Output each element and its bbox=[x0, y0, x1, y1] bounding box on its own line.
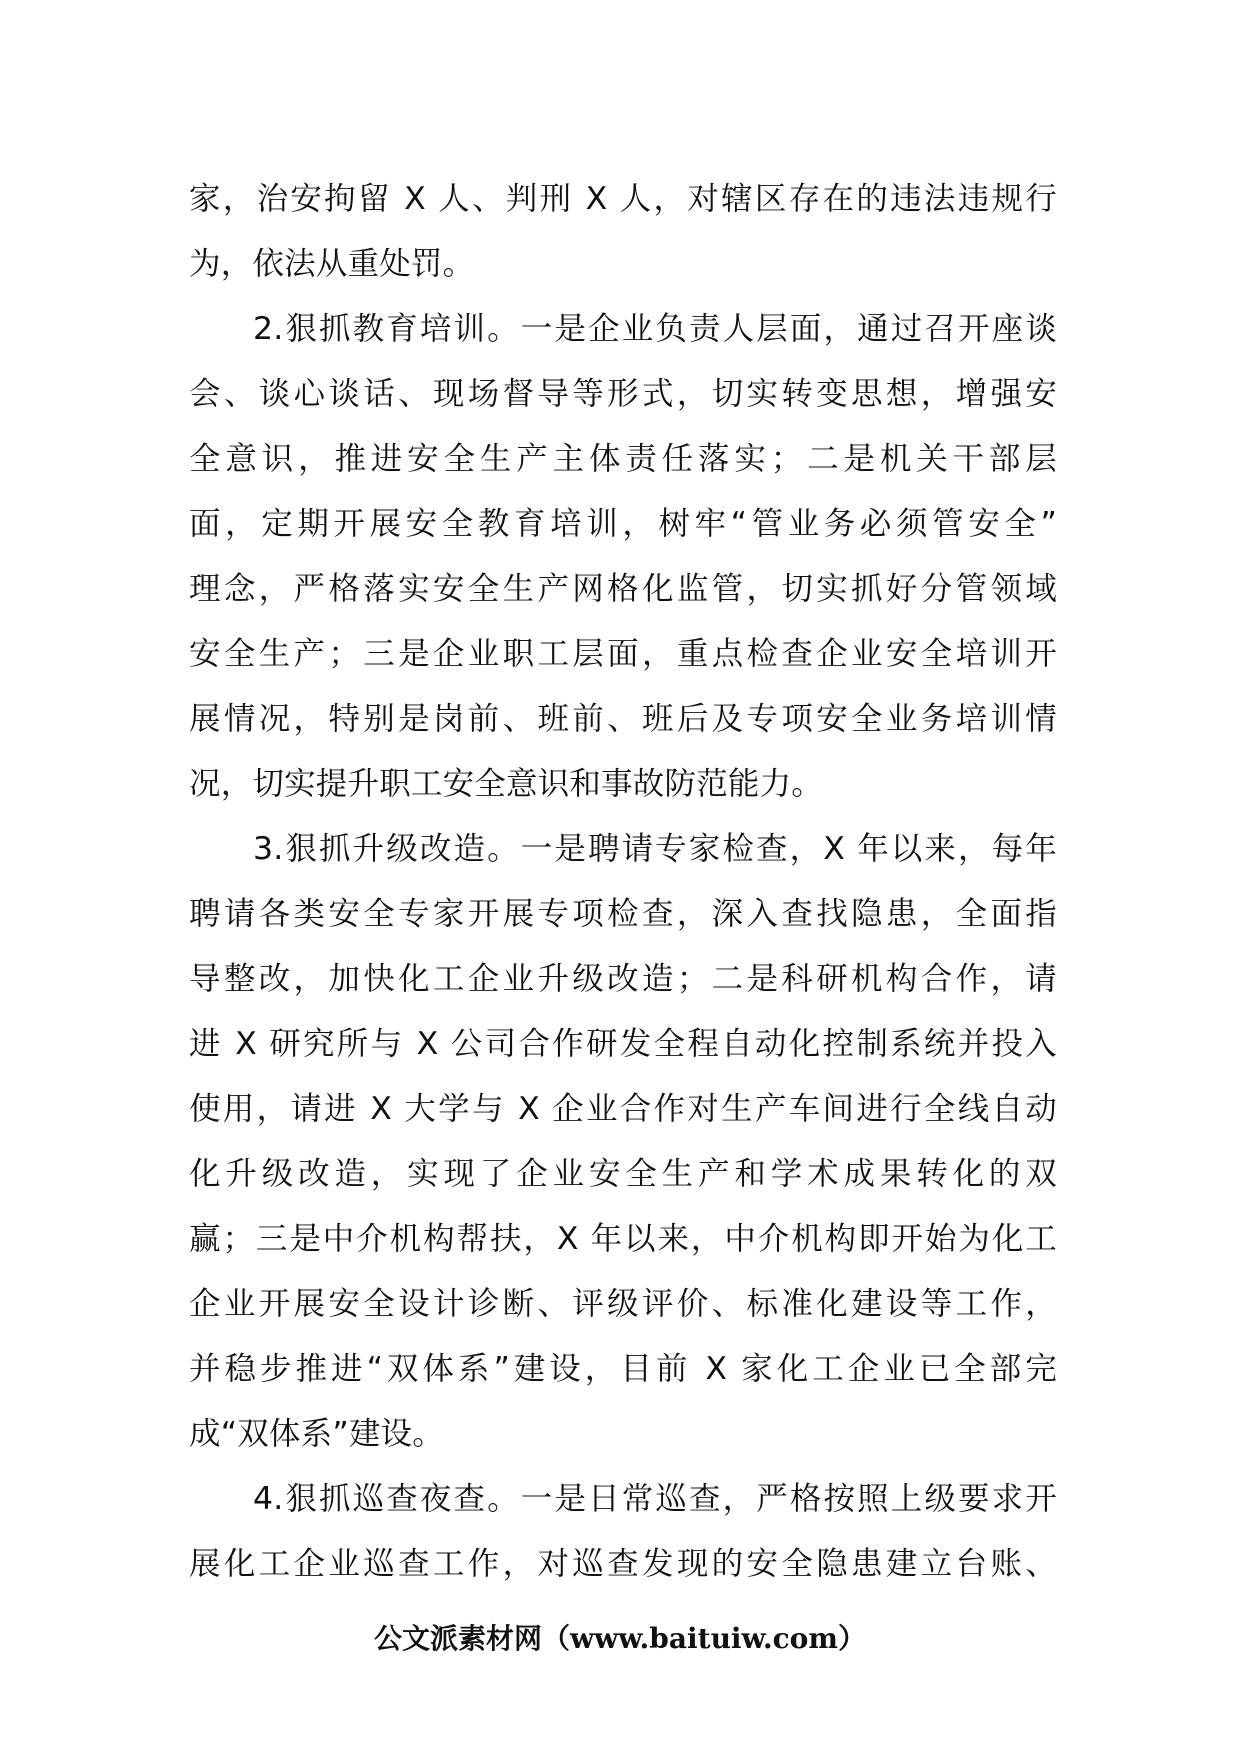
text-line: 化升级改造，实现了企业安全生产和学术成果转化的双 bbox=[189, 1156, 1057, 1192]
document-body bbox=[189, 167, 1057, 1597]
text-line: 进 X 研究所与 X 公司合作研发全程自动化控制系统并投入 bbox=[189, 1026, 1057, 1062]
text-line: 会、谈心谈话、现场督导等形式，切实转变思想，增强安 bbox=[189, 376, 1057, 412]
text-line: 企业开展安全设计诊断、评级评价、标准化建设等工作， bbox=[189, 1286, 1057, 1322]
text-line: 安全生产；三是企业职工层面，重点检查企业安全培训开 bbox=[189, 636, 1057, 672]
text-line: 导整改，加快化工企业升级改造；二是科研机构合作，请 bbox=[189, 961, 1057, 997]
text-line: 面，定期开展安全教育培训，树牢“管业务必须管安全” bbox=[189, 506, 1057, 542]
text-line: 赢；三是中介机构帮扶，X 年以来，中介机构即开始为化工 bbox=[189, 1221, 1057, 1257]
text-line: 况，切实提升职工安全意识和事故防范能力。 bbox=[189, 766, 824, 802]
text-line: 使用，请进 X 大学与 X 企业合作对生产车间进行全线自动 bbox=[189, 1091, 1057, 1127]
text-line: 理念，严格落实安全生产网格化监管，切实抓好分管领域 bbox=[189, 571, 1057, 607]
text-line: 2.狠抓教育培训。一是企业负责人层面，通过召开座谈 bbox=[253, 311, 1057, 347]
text-line: 为，依法从重处罚。 bbox=[189, 246, 475, 282]
text-line: 全意识，推进安全生产主体责任落实；二是机关干部层 bbox=[189, 441, 1057, 477]
footer-watermark: 公文派素材网（www.baituiw.com） bbox=[374, 1622, 866, 1655]
text-line: 4.狠抓巡查夜查。一是日常巡查，严格按照上级要求开 bbox=[253, 1481, 1057, 1517]
text-line: 3.狠抓升级改造。一是聘请专家检查，X 年以来，每年 bbox=[253, 831, 1057, 867]
text-line: 家，治安拘留 X 人、判刑 X 人，对辖区存在的违法违规行 bbox=[189, 181, 1057, 217]
text-line: 展情况，特别是岗前、班前、班后及专项安全业务培训情 bbox=[189, 701, 1057, 737]
text-line: 展化工企业巡查工作，对巡查发现的安全隐患建立台账、 bbox=[189, 1546, 1057, 1582]
text-line: 成“双体系”建设。 bbox=[189, 1416, 444, 1452]
text-line: 聘请各类安全专家开展专项检查，深入查找隐患，全面指 bbox=[189, 896, 1057, 932]
text-line: 并稳步推进“双体系”建设，目前 X 家化工企业已全部完 bbox=[189, 1351, 1057, 1387]
